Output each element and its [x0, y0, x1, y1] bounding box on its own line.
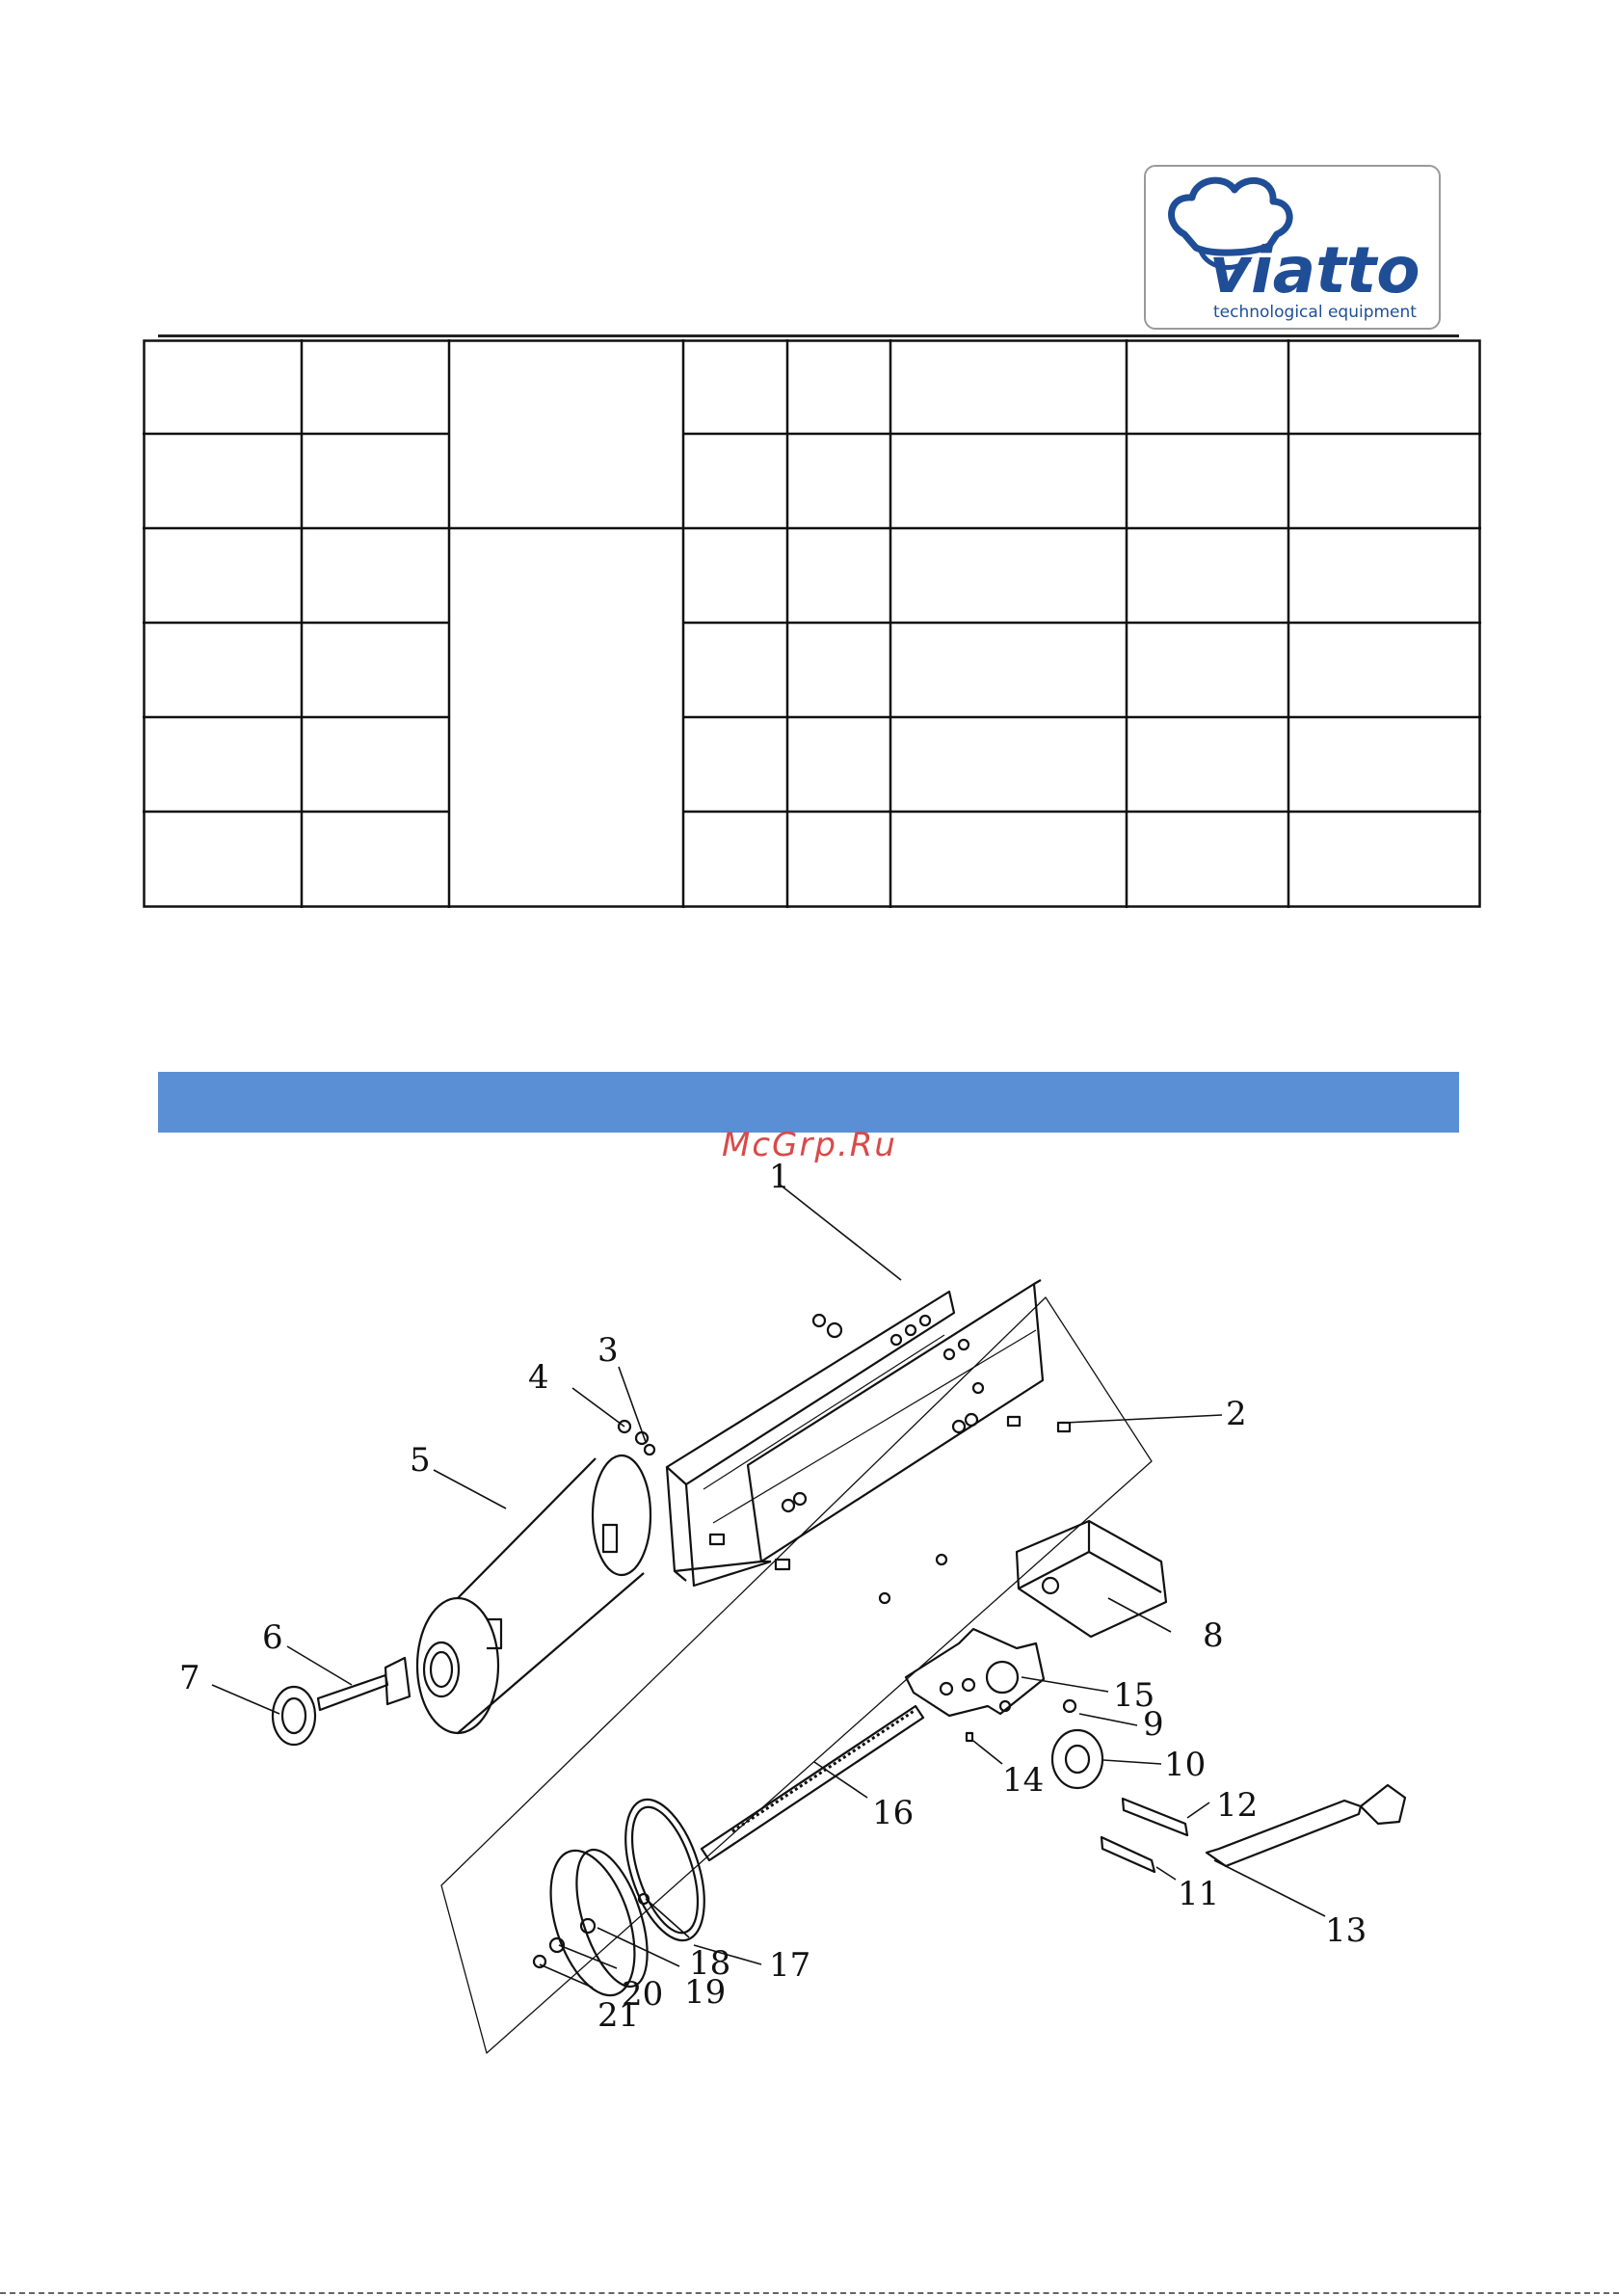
callout-15: 15 [1113, 1676, 1155, 1715]
exploded-parts-diagram [0, 1157, 1619, 2082]
callout-12: 12 [1216, 1786, 1259, 1825]
callout-6: 6 [262, 1618, 283, 1657]
brand-logo [1144, 165, 1441, 330]
callout-4: 4 [528, 1358, 549, 1397]
watermark: McGrp.Ru [722, 1126, 897, 1164]
callout-21: 21 [597, 1996, 640, 2035]
logo-wordmark [1146, 167, 1443, 332]
specs-table [143, 339, 1481, 908]
callout-19: 19 [684, 1973, 727, 2012]
specs-table-grid [143, 339, 1481, 908]
page-bottom-edge [0, 2292, 1619, 2294]
callout-5: 5 [410, 1441, 431, 1480]
callout-9: 9 [1143, 1705, 1164, 1744]
svg-text:viatto: viatto [1209, 233, 1420, 307]
callout-17: 17 [769, 1946, 811, 1985]
callout-13: 13 [1325, 1911, 1367, 1950]
callout-7: 7 [179, 1659, 200, 1697]
section-header-bar [158, 1072, 1459, 1133]
callout-3: 3 [597, 1331, 619, 1370]
callout-1: 1 [769, 1158, 790, 1196]
exploded-view-drawing [0, 1157, 1619, 2082]
callout-20: 20 [622, 1975, 664, 2014]
header-rule [158, 334, 1459, 337]
callout-14: 14 [1002, 1761, 1045, 1800]
callout-16: 16 [872, 1794, 915, 1832]
callout-2: 2 [1226, 1395, 1247, 1433]
callout-10: 10 [1164, 1746, 1207, 1784]
callout-18: 18 [689, 1944, 731, 1983]
callout-8: 8 [1203, 1616, 1224, 1655]
svg-text:technological equipment: technological equipment [1213, 303, 1417, 322]
callout-11: 11 [1178, 1875, 1220, 1913]
